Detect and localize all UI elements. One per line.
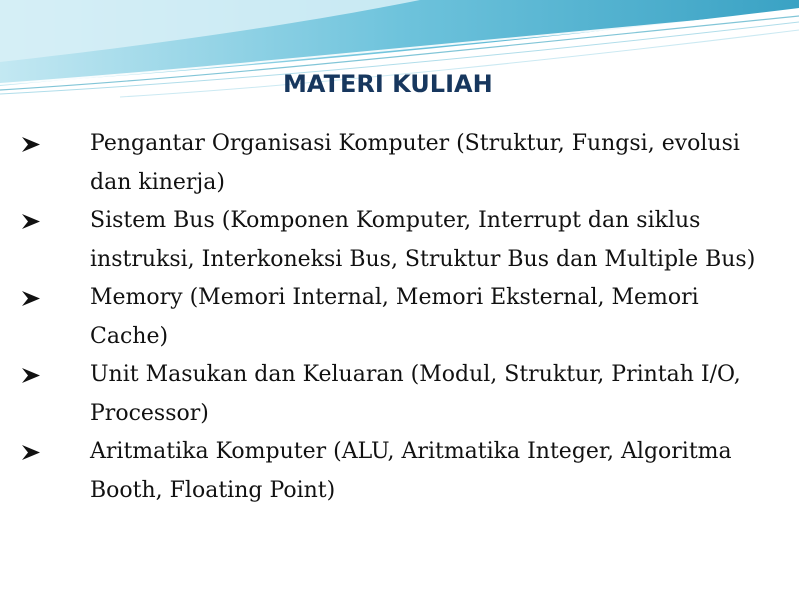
bullet-text: Pengantar Organisasi Komputer (Struktur, Fungsi, evolusi dan kinerja) [90,131,740,195]
bullet-text: Sistem Bus (Komponen Komputer, Interrupt dan siklus instruksi, Interkoneksi Bus, Struktur Bus dan Multiple Bus) [90,208,756,272]
arrowhead-bullet-icon [22,368,40,383]
arrowhead-bullet-icon [22,137,40,152]
bullet-item [22,356,767,433]
bullet-text: Memory (Memori Internal, Memori Eksternal, Memori Cache) [90,285,699,349]
arrowhead-bullet-icon [22,214,40,229]
arrowhead-bullet-icon [22,291,40,306]
bullet-item [22,279,767,356]
bullet-item [22,433,767,510]
slide-title: MATERI KULIAH [283,70,493,98]
bullet-list [22,125,767,510]
arrowhead-bullet-icon [22,445,40,460]
bullet-text: Aritmatika Komputer (ALU, Aritmatika Integer, Algoritma Booth, Floating Point) [90,439,732,503]
bullet-text: Unit Masukan dan Keluaran (Modul, Struktur, Printah I/O, Processor) [90,362,741,426]
bullet-item [22,202,767,279]
bullet-item [22,125,767,202]
